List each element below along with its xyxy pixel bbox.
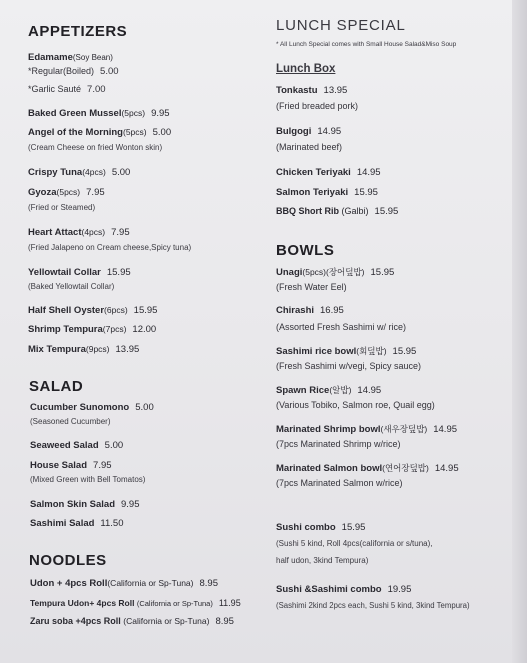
option-price: 7.00: [87, 84, 106, 95]
item-price: 9.95: [121, 499, 140, 510]
item-detail: (California or Sp-Tuna): [107, 578, 194, 588]
lunch-box-heading: Lunch Box: [276, 63, 336, 75]
item-name: Sushi combo: [276, 522, 336, 533]
item-description: half udon, 3kind Tempura): [276, 556, 369, 565]
item-description: (Fresh Water Eel): [276, 282, 347, 292]
menu-item: [276, 423, 457, 435]
item-description: (Fried Jalapeno on Cream cheese,Spicy tuna): [28, 243, 192, 252]
item-name: Spawn Rice: [276, 385, 330, 396]
item-note: (Galbi): [341, 206, 369, 216]
item-name: Marinated Shrimp bowl: [276, 424, 381, 435]
item-price: 14.95: [357, 385, 382, 396]
item-price: 15.95: [374, 206, 399, 217]
menu-item: [30, 460, 112, 471]
item-description: (Baked Yellowtail Collar): [28, 282, 115, 291]
item-qty: (7pcs): [102, 324, 127, 334]
item-qty: (4pcs): [82, 167, 106, 177]
menu-item: [276, 126, 341, 137]
item-description: (Seasoned Cucumber): [30, 417, 111, 426]
item-price: 9.95: [151, 108, 170, 119]
menu-item: [276, 345, 416, 357]
item-description: (Fried or Steamed): [28, 203, 96, 212]
item-name: Shrimp Tempura: [28, 324, 103, 335]
page-edge: [512, 0, 527, 663]
item-name: Mix Tempura: [28, 344, 86, 355]
menu-item: [30, 578, 218, 589]
item-name: BBQ Short Rib: [276, 206, 339, 216]
item-name: House Salad: [30, 460, 88, 471]
item-note: (연어장덮밥): [382, 463, 429, 473]
item-name: Tonkastu: [276, 85, 318, 96]
item-description: (Cream Cheese on fried Wonton skin): [28, 143, 163, 152]
item-qty: (5pcs): [123, 127, 147, 137]
item-price: 11.50: [100, 518, 124, 529]
item-price: 5.00: [111, 167, 131, 178]
menu-item: [276, 305, 344, 316]
menu-item: [276, 384, 381, 396]
item-name: Salmon Teriyaki: [276, 187, 349, 198]
lunch-special-heading: LUNCH SPECIAL: [276, 17, 406, 34]
item-qty: (5pcs): [56, 187, 81, 197]
item-name: Baked Green Mussel: [28, 108, 122, 119]
edamame-item: [28, 52, 113, 63]
item-price: 15.95: [341, 522, 366, 533]
item-price: 16.95: [320, 305, 344, 316]
menu-item: [276, 584, 411, 595]
item-name: Seaweed Salad: [30, 440, 99, 451]
menu-item: [30, 440, 123, 451]
item-name: Bulgogi: [276, 126, 312, 137]
item-price: 7.95: [93, 460, 112, 471]
menu-item: [276, 187, 378, 198]
item-description: (Fried breaded pork): [276, 101, 359, 111]
item-description: (7pcs Marinated Shrimp w/rice): [276, 439, 401, 449]
item-price: 15.95: [354, 187, 378, 198]
menu-item: [276, 85, 347, 96]
item-name: Chicken Teriyaki: [276, 167, 351, 178]
item-price: 7.95: [86, 187, 105, 198]
item-price: 14.95: [433, 424, 458, 435]
menu-item: [30, 518, 124, 529]
menu-item: [28, 167, 130, 178]
item-name: Cucumber Sunomono: [30, 402, 130, 413]
menu-item: [28, 108, 170, 119]
salad-heading: SALAD: [29, 378, 84, 395]
item-description: (7pcs Marinated Salmon w/rice): [276, 478, 403, 488]
edamame-regular: [28, 66, 119, 77]
item-qty: (9pcs): [85, 344, 110, 354]
item-note: (새우장덮밥): [380, 424, 428, 434]
item-price: 13.95: [323, 85, 348, 96]
item-price: 15.95: [106, 267, 131, 278]
menu-item: [28, 127, 171, 138]
item-description: (Assorted Fresh Sashimi w/ rice): [276, 322, 407, 332]
item-description: (Mixed Green with Bell Tomatos): [30, 475, 146, 484]
item-name: Angel of the Morning: [28, 127, 123, 138]
item-price: 5.00: [152, 127, 172, 138]
menu-item: [276, 266, 394, 278]
item-detail: (California or Sp-Tuna): [123, 616, 210, 626]
item-price: 11.95: [218, 598, 241, 608]
item-note: (알밥): [329, 385, 352, 395]
item-description: (Sushi 5 kind, Roll 4pcs(california or s/tuna),: [276, 539, 433, 548]
option-label: *Garlic Sauté: [28, 84, 82, 94]
item-name: Yellowtail Collar: [28, 267, 101, 278]
edamame-garlic: [28, 84, 106, 95]
item-description: (Various Tobiko, Salmon roe, Quail egg): [276, 400, 435, 410]
menu-item: [276, 522, 365, 533]
menu-item: [276, 462, 459, 474]
menu-item: [28, 227, 130, 238]
item-name: Tempura Udon+ 4pcs Roll: [30, 598, 135, 608]
item-price: 14.95: [434, 463, 459, 474]
item-name: Sashimi Salad: [30, 518, 95, 529]
item-description: (Sashimi 2kind 2pcs each, Sushi 5 kind, 3kind Tempura): [276, 601, 470, 610]
option-price: 5.00: [100, 66, 119, 77]
item-price: 12.00: [132, 324, 157, 335]
item-price: 19.95: [387, 584, 412, 595]
item-note: (Soy Bean): [72, 53, 113, 62]
item-name: Half Shell Oyster: [28, 305, 105, 316]
item-name: Gyoza: [28, 187, 57, 198]
item-description: (Fresh Sashimi w/vegi, Spicy sauce): [276, 361, 422, 371]
item-name: Salmon Skin Salad: [30, 499, 115, 510]
menu-item: [276, 206, 398, 217]
menu-item: [30, 616, 234, 627]
menu-item: [30, 598, 241, 608]
option-label: *Regular(Boiled): [28, 66, 95, 76]
item-qty: (6pcs): [104, 305, 128, 315]
menu-item: [30, 499, 140, 510]
item-qty: (4pcs): [81, 227, 106, 237]
menu-item: [276, 167, 381, 178]
item-price: 14.95: [356, 167, 381, 178]
lunch-special-note: * All Lunch Special comes with Small House Salad&Miso Soup: [276, 41, 457, 48]
item-name: Chirashi: [276, 305, 315, 316]
item-price: 15.95: [133, 305, 158, 316]
item-name: Sashimi rice bowl: [276, 346, 357, 357]
item-name: Zaru soba +4pcs Roll: [30, 616, 121, 626]
item-note: (5pcs)(장어덮밥): [302, 267, 365, 277]
bowls-heading: BOWLS: [276, 242, 335, 259]
item-note: (회덮밥): [356, 346, 387, 356]
menu-item: [30, 402, 154, 413]
item-price: 8.95: [199, 578, 218, 589]
item-price: 8.95: [215, 616, 234, 627]
item-price: 13.95: [115, 344, 140, 355]
item-name: Heart Attact: [28, 227, 82, 238]
item-name: Unagi: [276, 267, 303, 278]
menu-item: [28, 324, 156, 335]
item-description: (Marinated beef): [276, 142, 343, 152]
item-name: Sushi &Sashimi combo: [276, 584, 382, 595]
item-price: 5.00: [135, 402, 154, 413]
item-price: 15.95: [370, 267, 395, 278]
item-name: Edamame: [28, 52, 73, 63]
item-name: Udon + 4pcs Roll: [30, 578, 108, 589]
item-qty: (5pcs): [121, 108, 146, 118]
item-price: 15.95: [392, 346, 417, 357]
noodles-heading: NOODLES: [29, 552, 107, 569]
menu-item: [28, 305, 157, 316]
item-price: 14.95: [317, 126, 342, 137]
item-name: Crispy Tuna: [28, 167, 83, 178]
menu-item: [28, 187, 105, 198]
item-price: 7.95: [111, 227, 130, 238]
item-price: 5.00: [104, 440, 124, 451]
menu-item: [28, 344, 139, 355]
appetizers-heading: APPETIZERS: [28, 23, 128, 40]
item-detail: (California or Sp-Tuna): [136, 599, 213, 608]
item-name: Marinated Salmon bowl: [276, 463, 383, 474]
menu-item: [28, 267, 131, 278]
